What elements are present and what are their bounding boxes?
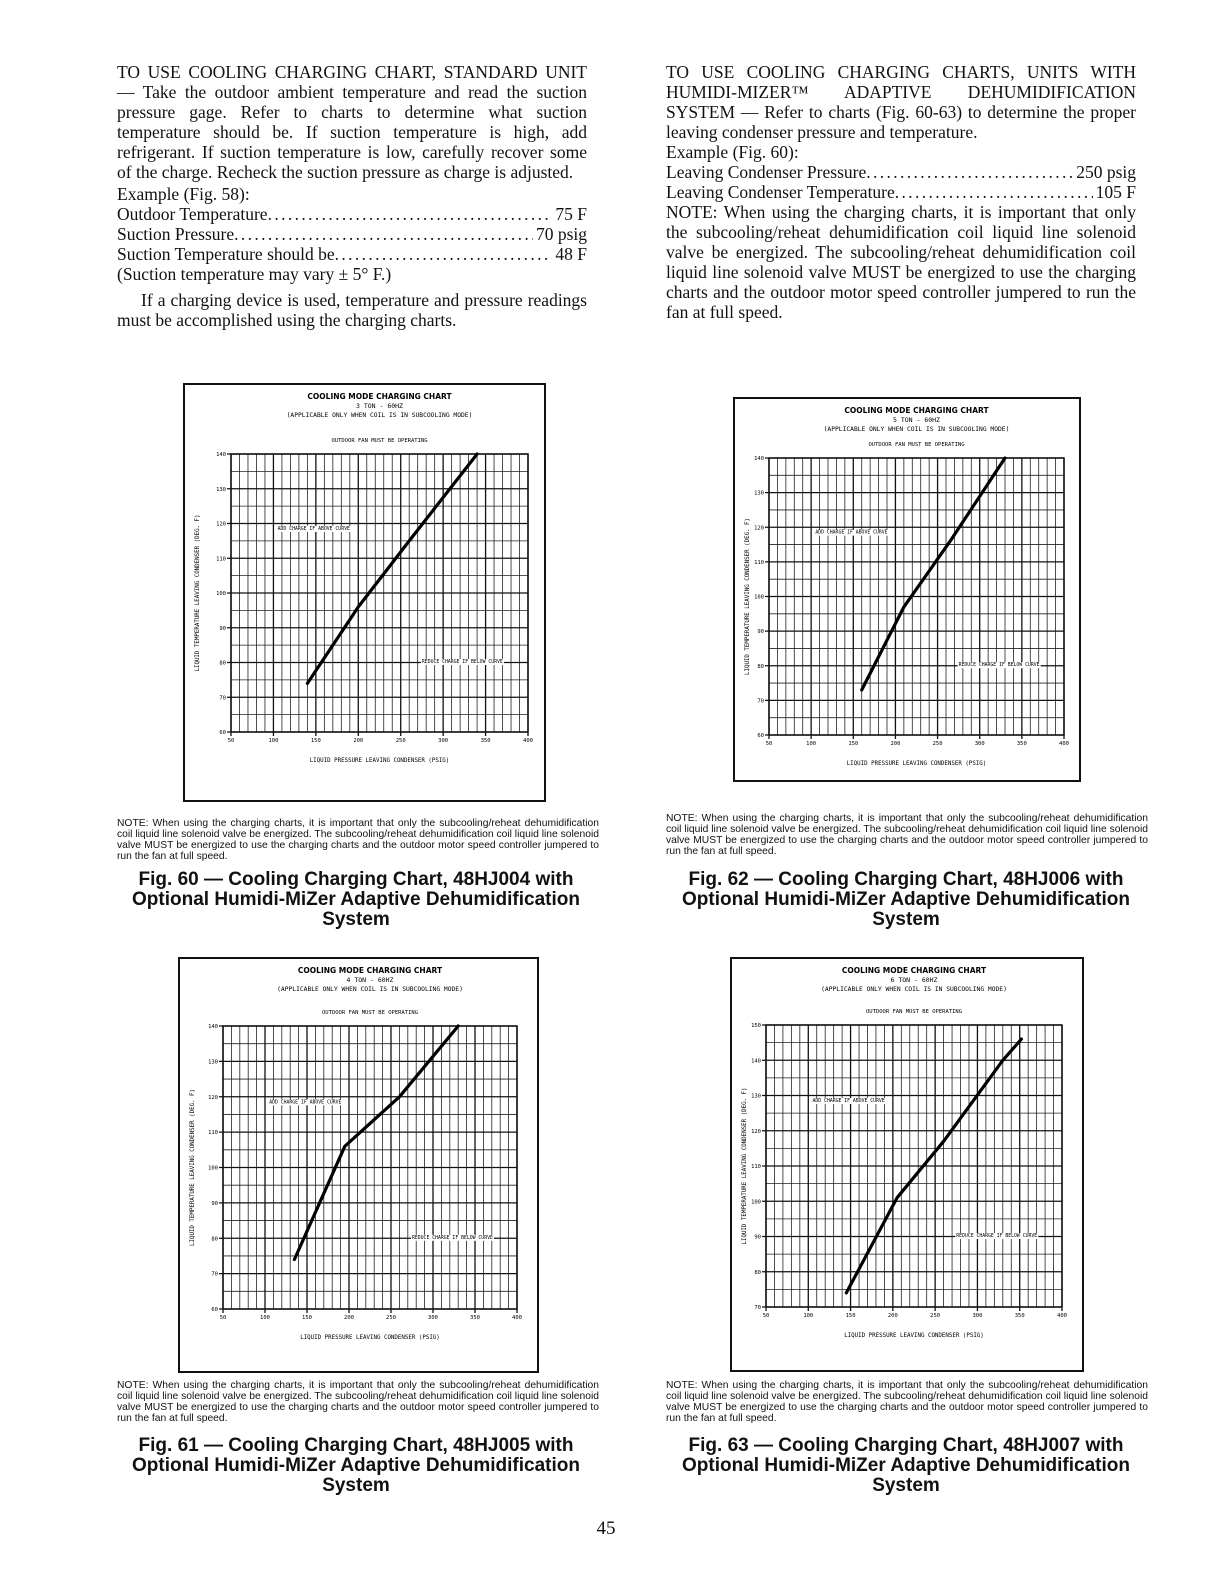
x-tick-label: 150: [845, 1313, 856, 1319]
y-tick-label: 100: [751, 1199, 761, 1206]
chart-title: COOLING MODE CHARGING CHART: [841, 966, 987, 975]
fan-note: OUTDOOR FAN MUST BE OPERATING: [868, 442, 965, 448]
y-tick-label: 100: [208, 1165, 218, 1172]
x-tick-label: 50: [219, 1315, 227, 1321]
row-value: 48 F: [555, 244, 587, 264]
y-tick-label: 130: [751, 1093, 761, 1100]
fan-note: OUTDOOR FAN MUST BE OPERATING: [865, 1009, 963, 1015]
x-axis-label: LIQUID PRESSURE LEAVING CONDENSER (PSIG): [300, 1335, 440, 1341]
x-tick-label: 350: [1014, 1313, 1025, 1319]
y-tick-label: 110: [208, 1130, 218, 1137]
x-tick-label: 300: [972, 1313, 983, 1319]
chart-box-fig60: [183, 383, 546, 802]
chart-subtitle: 5 TON - 60HZ: [893, 416, 940, 424]
curve-point: [399, 1096, 401, 1098]
figure-caption: Fig. 61 — Cooling Charging Chart, 48HJ005 with Optional Humidi-MiZer Adaptive Dehumidification System: [132, 1435, 580, 1496]
figure-note: NOTE: When using the charging charts, it is important that only the subcooling/reheat dehumidification coil liquid line solenoid valve be energized. The subcooling/reheat dehumidification coil liquid line solenoid valve MUST be energized to use the charging charts and the outdoor motor speed controller jumpered to run the fan at full speed.: [117, 818, 599, 862]
x-tick-label: 300: [428, 1315, 438, 1321]
y-tick-label: 120: [208, 1094, 218, 1101]
figure-caption: Fig. 62 — Cooling Charging Chart, 48HJ006 with Optional Humidi-MiZer Adaptive Dehumidification System: [682, 869, 1130, 930]
y-tick-label: 130: [208, 1059, 218, 1066]
curve-point: [903, 606, 905, 608]
curve-point: [476, 453, 478, 455]
y-tick-label: 80: [219, 660, 226, 667]
chart-applicability: (APPLICABLE ONLY WHEN COIL IS IN SUBCOOLING MODE): [823, 426, 1010, 433]
fan-note: OUTDOOR FAN MUST BE OPERATING: [331, 438, 428, 444]
x-tick-label: 100: [803, 1313, 814, 1319]
x-tick-label: 250: [932, 741, 943, 747]
x-tick-label: 150: [848, 741, 859, 747]
curve-point: [294, 1259, 296, 1261]
chart-title: COOLING MODE CHARGING CHART: [307, 392, 452, 401]
charging-chart: [180, 959, 537, 1371]
chart-applicability: (APPLICABLE ONLY WHEN COIL IS IN SUBCOOLING MODE): [277, 986, 463, 993]
curve-point: [1002, 1059, 1004, 1061]
row-label: Suction Pressure: [117, 224, 235, 244]
y-tick-label: 140: [208, 1024, 218, 1030]
figure-note: NOTE: When using the charging charts, it is important that only the subcooling/reheat dehumidification coil liquid line solenoid valve be energized. The subcooling/reheat dehumidification coil liquid line solenoid valve MUST be energized to use the charging charts and the outdoor motor speed controller jumpered to run the fan at full speed.: [117, 1380, 599, 1424]
row-value: 70 psig: [535, 224, 587, 244]
vary-note: (Suction temperature may vary ± 5° F.): [117, 264, 392, 284]
x-tick-label: 350: [480, 738, 491, 744]
below-curve-label: REDUCE CHARGE IF BELOW CURVE: [958, 663, 1040, 669]
figure-caption: Fig. 63 — Cooling Charging Chart, 48HJ007 with Optional Humidi-MiZer Adaptive Dehumidification System: [682, 1435, 1130, 1496]
leader-row: [666, 182, 1136, 202]
y-tick-label: 130: [754, 490, 764, 497]
curve-point: [1021, 1038, 1023, 1040]
x-axis-label: LIQUID PRESSURE LEAVING CONDENSER (PSIG): [846, 761, 987, 767]
x-tick-label: 150: [302, 1315, 312, 1321]
y-tick-label: 90: [219, 625, 226, 632]
y-tick-label: 100: [754, 594, 764, 601]
y-tick-label: 120: [754, 525, 764, 532]
leader-row: [666, 162, 1136, 182]
leader-row: [117, 204, 587, 224]
left-text-column: [117, 62, 587, 330]
y-tick-label: 90: [754, 1234, 761, 1241]
page-number: 45: [596, 1518, 616, 1539]
y-tick-label: 100: [216, 591, 226, 597]
y-axis-label: LIQUID TEMPERATURE LEAVING CONDENSER (DEG. F): [190, 1088, 196, 1247]
charging-chart: [735, 399, 1079, 780]
x-axis-label: LIQUID PRESSURE LEAVING CONDENSER (PSIG): [309, 758, 450, 764]
x-tick-label: 250: [395, 738, 406, 744]
y-tick-label: 110: [216, 556, 226, 563]
curve-point: [846, 1292, 848, 1294]
y-axis-label: LIQUID TEMPERATURE LEAVING CONDENSER (DEG. F): [742, 1087, 748, 1245]
x-tick-label: 50: [762, 1313, 770, 1319]
y-tick-label: 110: [754, 559, 764, 566]
x-tick-label: 350: [1016, 741, 1027, 747]
y-tick-label: 80: [757, 663, 764, 670]
y-axis-label: LIQUID TEMPERATURE LEAVING CONDENSER (DEG. F): [745, 517, 751, 676]
y-tick-label: 140: [216, 452, 226, 458]
chart-applicability: (APPLICABLE ONLY WHEN COIL IS IN SUBCOOLING MODE): [286, 412, 473, 419]
below-curve-label: REDUCE CHARGE IF BELOW CURVE: [412, 1235, 493, 1241]
above-curve-label: ADD CHARGE IF ABOVE CURVE: [277, 526, 350, 532]
leader-row: [117, 224, 587, 244]
y-tick-label: 70: [211, 1271, 218, 1278]
chart-subtitle: 6 TON - 60HZ: [890, 976, 938, 984]
below-curve-label: REDUCE CHARGE IF BELOW CURVE: [421, 659, 503, 665]
energize-note: NOTE: When using the charging charts, it is important that only the subcooling/reheat dehumidification coil liquid line solenoid valve be energized. The subcooling/reheat dehumidification coil liquid line solenoid valve MUST be energized to use the charging charts and the outdoor motor speed controller jumpered to run the fan at full speed.: [666, 202, 1136, 322]
x-tick-label: 400: [1057, 1313, 1067, 1319]
x-tick-label: 400: [1059, 741, 1069, 747]
y-tick-label: 70: [754, 1305, 761, 1311]
y-tick-label: 130: [216, 486, 226, 493]
example-label: Example (Fig. 58):: [117, 184, 250, 204]
chart-box-fig61: [178, 957, 539, 1373]
row-label: Outdoor Temperature: [117, 204, 268, 224]
y-tick-label: 120: [216, 521, 226, 528]
below-curve-label: REDUCE CHARGE IF BELOW CURVE: [956, 1234, 1038, 1240]
x-tick-label: 400: [523, 738, 533, 744]
chart-box-fig62: [733, 397, 1081, 782]
curve-point: [943, 1141, 945, 1143]
right-text-column: [666, 62, 1136, 322]
y-tick-label: 70: [757, 698, 764, 705]
y-tick-label: 70: [219, 695, 226, 702]
row-label: Leaving Condenser Temperature: [666, 182, 895, 202]
row-label: Leaving Condenser Pressure: [666, 162, 867, 182]
above-curve-label: ADD CHARGE IF ABOVE CURVE: [815, 530, 888, 536]
y-tick-label: 80: [211, 1236, 218, 1243]
above-curve-label: ADD CHARGE IF ABOVE CURVE: [269, 1100, 342, 1106]
y-tick-label: 140: [751, 1058, 761, 1065]
humidimizer-paragraph: TO USE COOLING CHARGING CHARTS, UNITS WITH HUMIDI-MIZER™ ADAPTIVE DEHUMIDIFICATION SYSTEM — Refer to charts (Fig. 60-63) to determine the proper leaving condenser pressure and temperature.: [666, 62, 1136, 142]
curve-point: [1004, 457, 1006, 459]
curve-point: [307, 683, 309, 685]
x-tick-label: 350: [470, 1315, 480, 1321]
figure-caption: Fig. 60 — Cooling Charging Chart, 48HJ004 with Optional Humidi-MiZer Adaptive Dehumidification System: [132, 869, 580, 930]
row-value: 105 F: [1095, 182, 1136, 202]
x-tick-label: 200: [353, 738, 364, 744]
x-tick-label: 300: [438, 738, 449, 744]
example-label: Example (Fig. 60):: [666, 142, 799, 162]
charging-device-paragraph: If a charging device is used, temperature and pressure readings must be accomplished using the charging charts.: [117, 290, 587, 330]
chart-applicability: (APPLICABLE ONLY WHEN COIL IS IN SUBCOOLING MODE): [821, 986, 1007, 993]
x-tick-label: 300: [974, 741, 985, 747]
x-tick-label: 100: [806, 741, 817, 747]
y-tick-label: 60: [219, 730, 226, 736]
curve-point: [344, 1145, 346, 1147]
standard-unit-paragraph: TO USE COOLING CHARGING CHART, STANDARD UNIT — Take the outdoor ambient temperature and read the suction pressure gage. Refer to charts to determine what suction temperature should be. If suction temperature is high, add refrigerant. If suction temperature is low, carefully recover some of the charge. Recheck the suction pressure as charge is adjusted.: [117, 62, 587, 182]
leader-row: [117, 244, 587, 264]
x-tick-label: 200: [344, 1315, 354, 1321]
row-label: Suction Temperature should be: [117, 244, 335, 264]
x-tick-label: 100: [260, 1315, 270, 1321]
chart-subtitle: 3 TON - 60HZ: [356, 402, 403, 410]
curve-point: [357, 606, 359, 608]
x-tick-label: 150: [310, 738, 321, 744]
y-tick-label: 120: [751, 1128, 761, 1135]
curve-point: [457, 1025, 459, 1027]
above-curve-label: ADD CHARGE IF ABOVE CURVE: [812, 1099, 885, 1105]
curve-point: [896, 1197, 898, 1199]
row-value: 75 F: [555, 204, 587, 224]
y-tick-label: 60: [211, 1307, 218, 1313]
y-tick-label: 90: [211, 1200, 218, 1207]
chart-subtitle: 4 TON - 60HZ: [346, 976, 394, 984]
charging-chart: [732, 959, 1082, 1370]
chart-title: COOLING MODE CHARGING CHART: [297, 966, 443, 975]
x-tick-label: 250: [386, 1315, 396, 1321]
fan-note: OUTDOOR FAN MUST BE OPERATING: [321, 1010, 419, 1016]
x-axis-label: LIQUID PRESSURE LEAVING CONDENSER (PSIG): [844, 1333, 984, 1339]
curve-point: [408, 540, 410, 542]
x-tick-label: 250: [930, 1313, 941, 1319]
x-tick-label: 50: [227, 738, 235, 744]
y-tick-label: 90: [757, 629, 764, 636]
x-tick-label: 200: [890, 741, 901, 747]
x-tick-label: 400: [512, 1315, 522, 1321]
x-tick-label: 200: [887, 1313, 898, 1319]
y-tick-label: 150: [751, 1023, 761, 1029]
y-tick-label: 80: [754, 1269, 761, 1276]
x-tick-label: 100: [268, 738, 279, 744]
curve-point: [949, 540, 951, 542]
y-tick-label: 110: [751, 1164, 761, 1170]
chart-box-fig63: [730, 957, 1084, 1372]
figure-note: NOTE: When using the charging charts, it is important that only the subcooling/reheat dehumidification coil liquid line solenoid valve be energized. The subcooling/reheat dehumidification coil liquid line solenoid valve MUST be energized to use the charging charts and the outdoor motor speed controller jumpered to run the fan at full speed.: [666, 1380, 1148, 1424]
chart-title: COOLING MODE CHARGING CHART: [844, 406, 989, 415]
curve-point: [861, 689, 863, 691]
y-axis-label: LIQUID TEMPERATURE LEAVING CONDENSER (DEG. F): [195, 514, 201, 672]
charging-chart: [185, 385, 544, 800]
x-tick-label: 50: [765, 741, 773, 747]
y-tick-label: 140: [754, 456, 764, 462]
figure-note: NOTE: When using the charging charts, it is important that only the subcooling/reheat dehumidification coil liquid line solenoid valve be energized. The subcooling/reheat dehumidification coil liquid line solenoid valve MUST be energized to use the charging charts and the outdoor motor speed controller jumpered to run the fan at full speed.: [666, 813, 1148, 857]
row-value: 250 psig: [1076, 162, 1136, 182]
y-tick-label: 60: [757, 733, 764, 739]
